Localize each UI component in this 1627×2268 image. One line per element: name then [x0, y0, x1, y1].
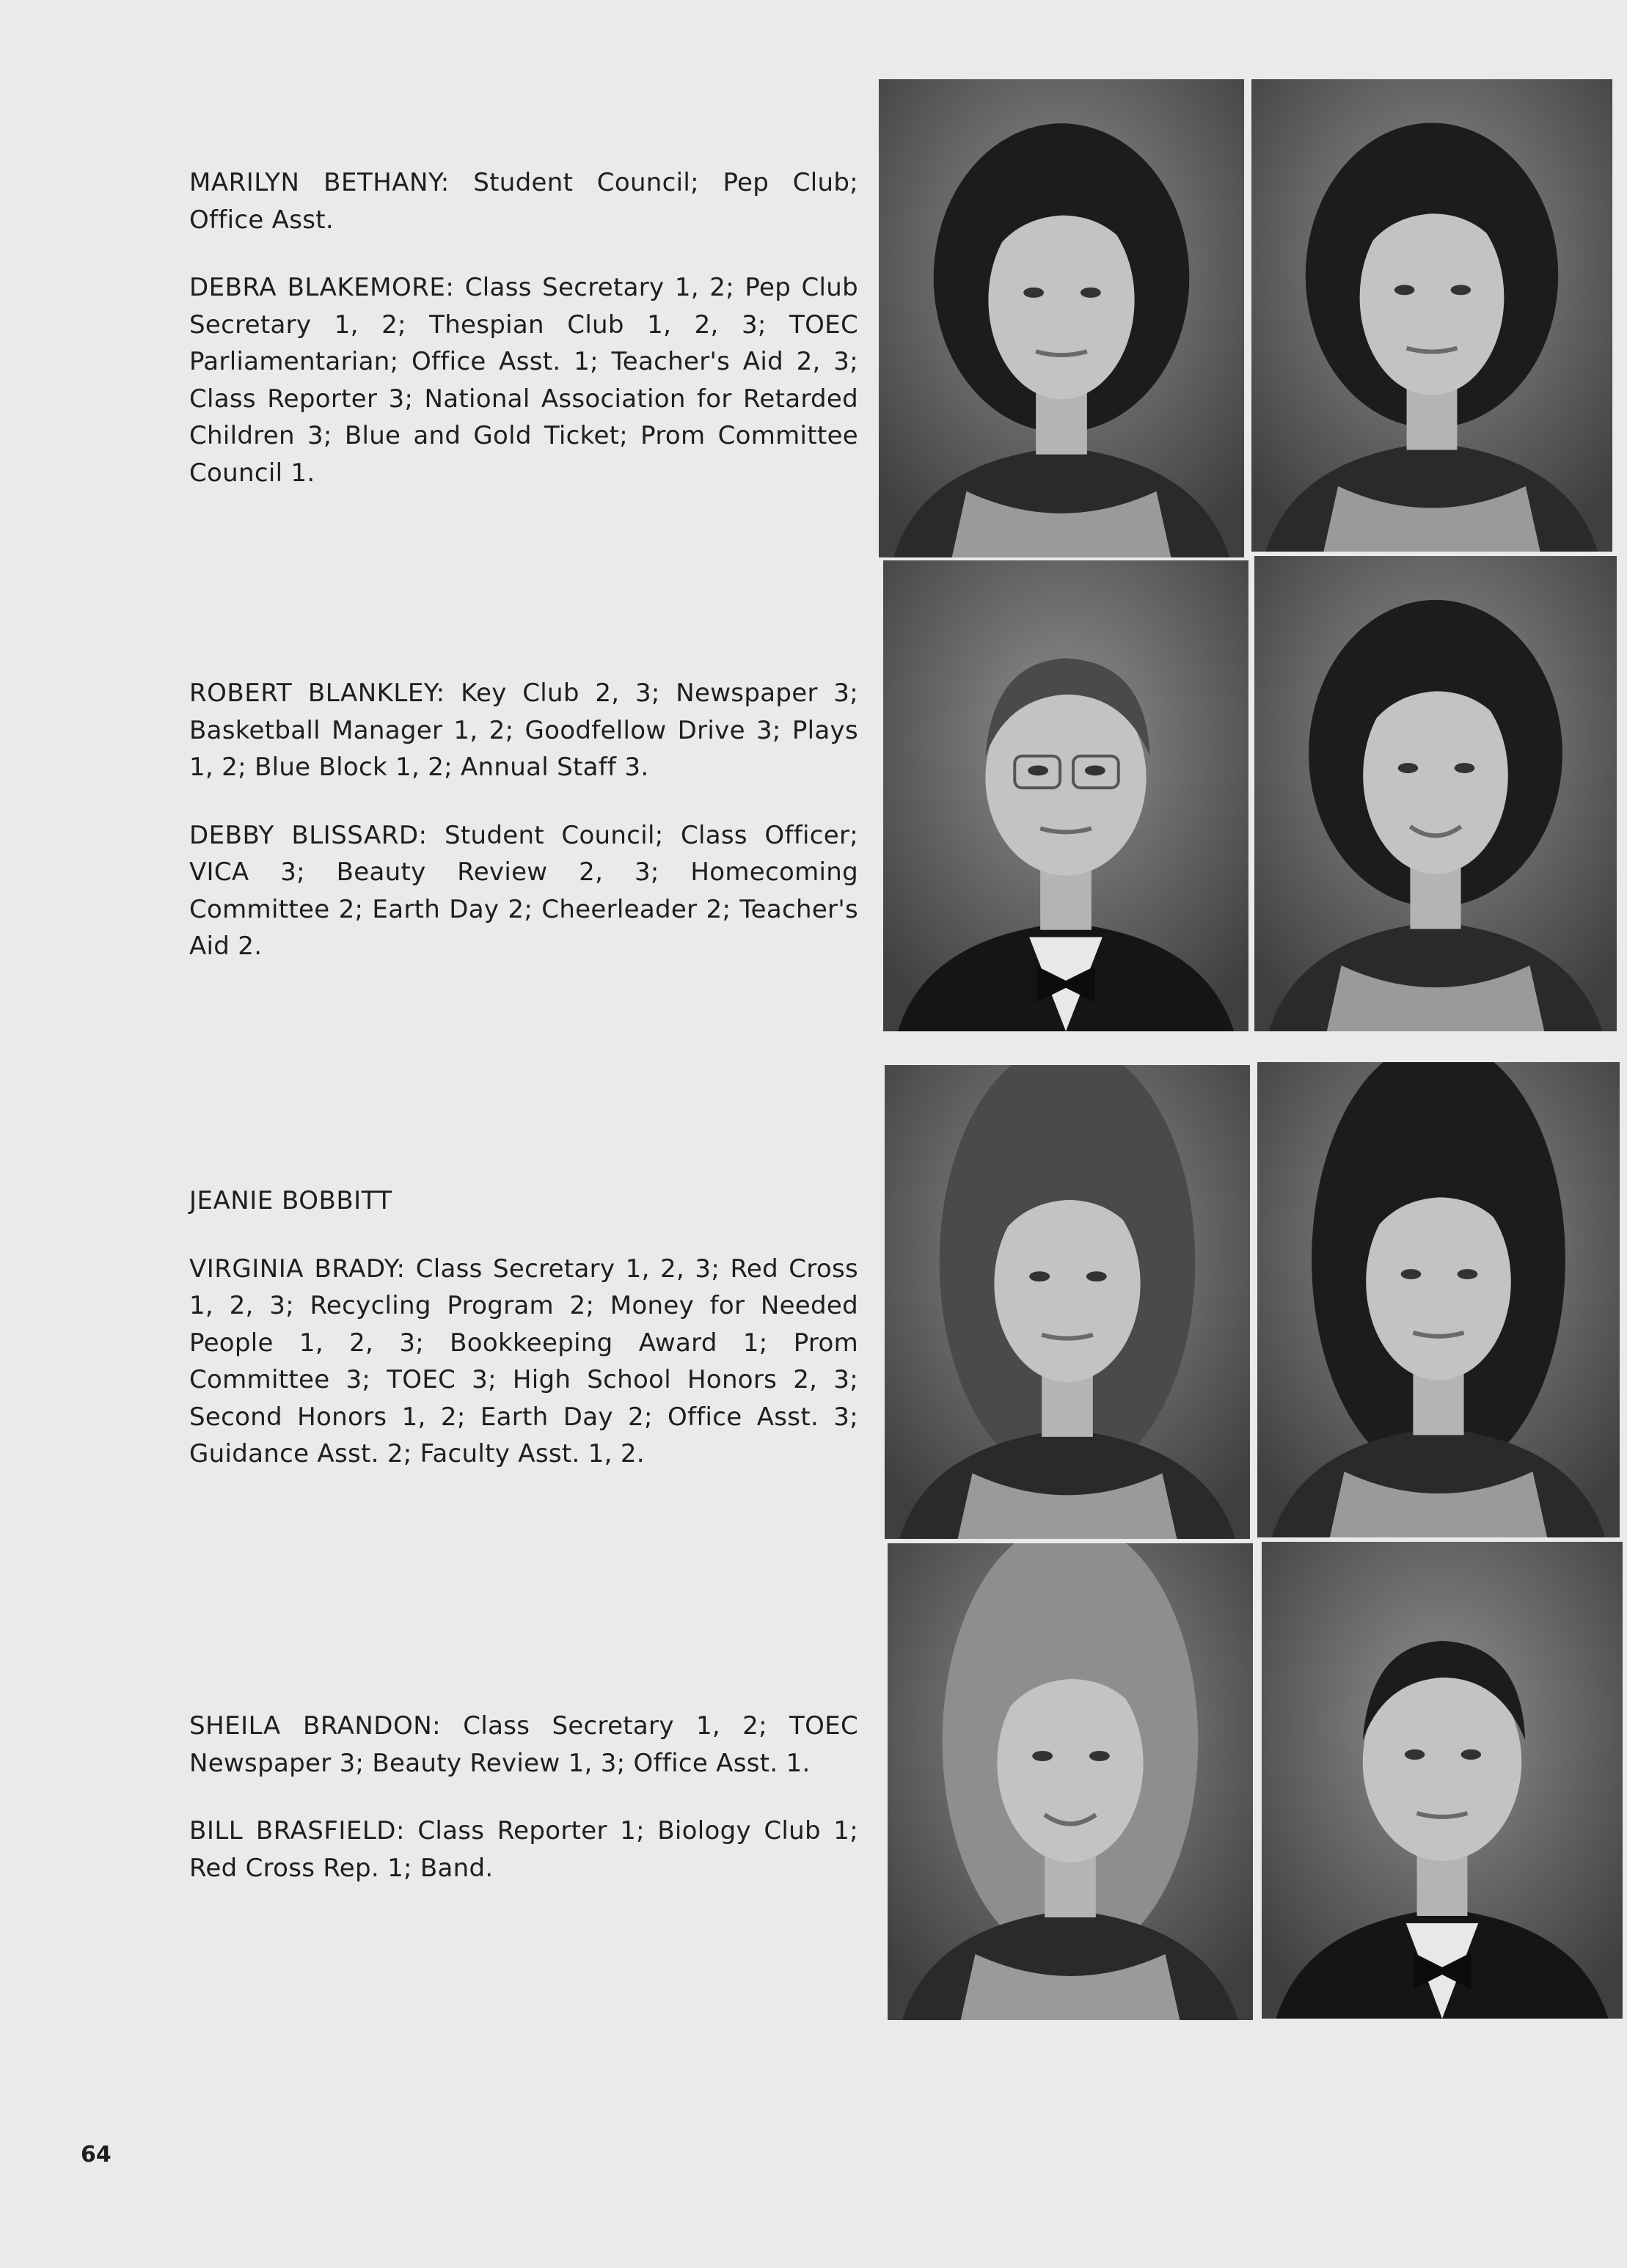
page-number: 64	[81, 2142, 111, 2168]
portrait-drawing	[883, 560, 1248, 1031]
portrait-drawing	[1257, 1062, 1620, 1537]
bio-group-4	[189, 1708, 858, 1917]
student-activities: Class Secretary 1, 2; Pep Club Secretary 1, 2; Thespian Club 1, 2, 3; TOEC Parliamentarian; Office Asst. 1; Teacher's Aid 2, 3; Class Reporter 3; National Association for Retarded Children 3; Blue and Gold Ticket; Prom Committee Council 1.	[189, 273, 859, 488]
portrait-drawing	[1251, 79, 1612, 552]
student-activities: Key Club 2, 3; Newspaper 3; Basketball Manager 1, 2; Goodfellow Drive 3; Plays 1, 2; Blue Block 1, 2; Annual Staff 3.	[189, 678, 858, 782]
portrait-photo	[879, 79, 1244, 557]
portrait-photo	[888, 1543, 1253, 2020]
student-name: MARILYN BETHANY:	[189, 168, 450, 197]
portrait-photo	[1257, 1062, 1620, 1537]
bio-entry	[189, 675, 858, 786]
bio-entry	[189, 1812, 858, 1887]
portrait-photo	[885, 1065, 1250, 1539]
bio-entry	[189, 164, 858, 238]
bio-entry	[189, 1182, 858, 1220]
portrait-drawing	[1262, 1542, 1623, 2019]
student-name: ROBERT BLANKLEY:	[189, 678, 445, 708]
student-name: DEBBY BLISSARD:	[189, 820, 428, 850]
bio-entry	[189, 1708, 858, 1782]
student-name: DEBRA BLAKEMORE:	[189, 273, 455, 302]
student-name: SHEILA BRANDON:	[189, 1711, 442, 1741]
bio-entry	[189, 269, 858, 491]
portrait-drawing	[879, 79, 1244, 557]
bio-group-1	[189, 164, 858, 522]
student-name: JEANIE BOBBITT	[189, 1186, 392, 1215]
bio-entry	[189, 1251, 858, 1473]
student-activities: Class Secretary 1, 2, 3; Red Cross 1, 2, 3; Recycling Program 2; Money for Needed People 1, 2, 3; Bookkeeping Award 1; Prom Committee 3; TOEC 3; High School Honors 2, 3; Second Honors 1, 2; Earth Day 2; Office Asst. 3; Guidance Asst. 2; Faculty Asst. 1, 2.	[189, 1254, 858, 1468]
bio-group-2	[189, 675, 858, 996]
bio-group-3	[189, 1182, 858, 1504]
portrait-photo	[883, 560, 1248, 1031]
portrait-drawing	[885, 1065, 1250, 1539]
student-activities: Student Council; Class Officer; VICA 3; Beauty Review 2, 3; Homecoming Committee 2; Earth Day 2; Cheerleader 2; Teacher's Aid 2.	[189, 820, 858, 961]
portrait-drawing	[1254, 556, 1617, 1031]
student-name: BILL BRASFIELD:	[189, 1816, 405, 1846]
portrait-photo	[1251, 79, 1612, 552]
student-activities: Student Council; Pep Club; Office Asst.	[189, 168, 858, 235]
student-name: VIRGINIA BRADY:	[189, 1254, 406, 1284]
student-activities: Class Reporter 1; Biology Club 1; Red Cross Rep. 1; Band.	[189, 1816, 858, 1883]
portrait-drawing	[888, 1543, 1253, 2020]
student-activities: Class Secretary 1, 2; TOEC Newspaper 3; Beauty Review 1, 3; Office Asst. 1.	[189, 1711, 858, 1778]
portrait-photo	[1262, 1542, 1623, 2019]
bio-entry	[189, 817, 858, 965]
portrait-photo	[1254, 556, 1617, 1031]
